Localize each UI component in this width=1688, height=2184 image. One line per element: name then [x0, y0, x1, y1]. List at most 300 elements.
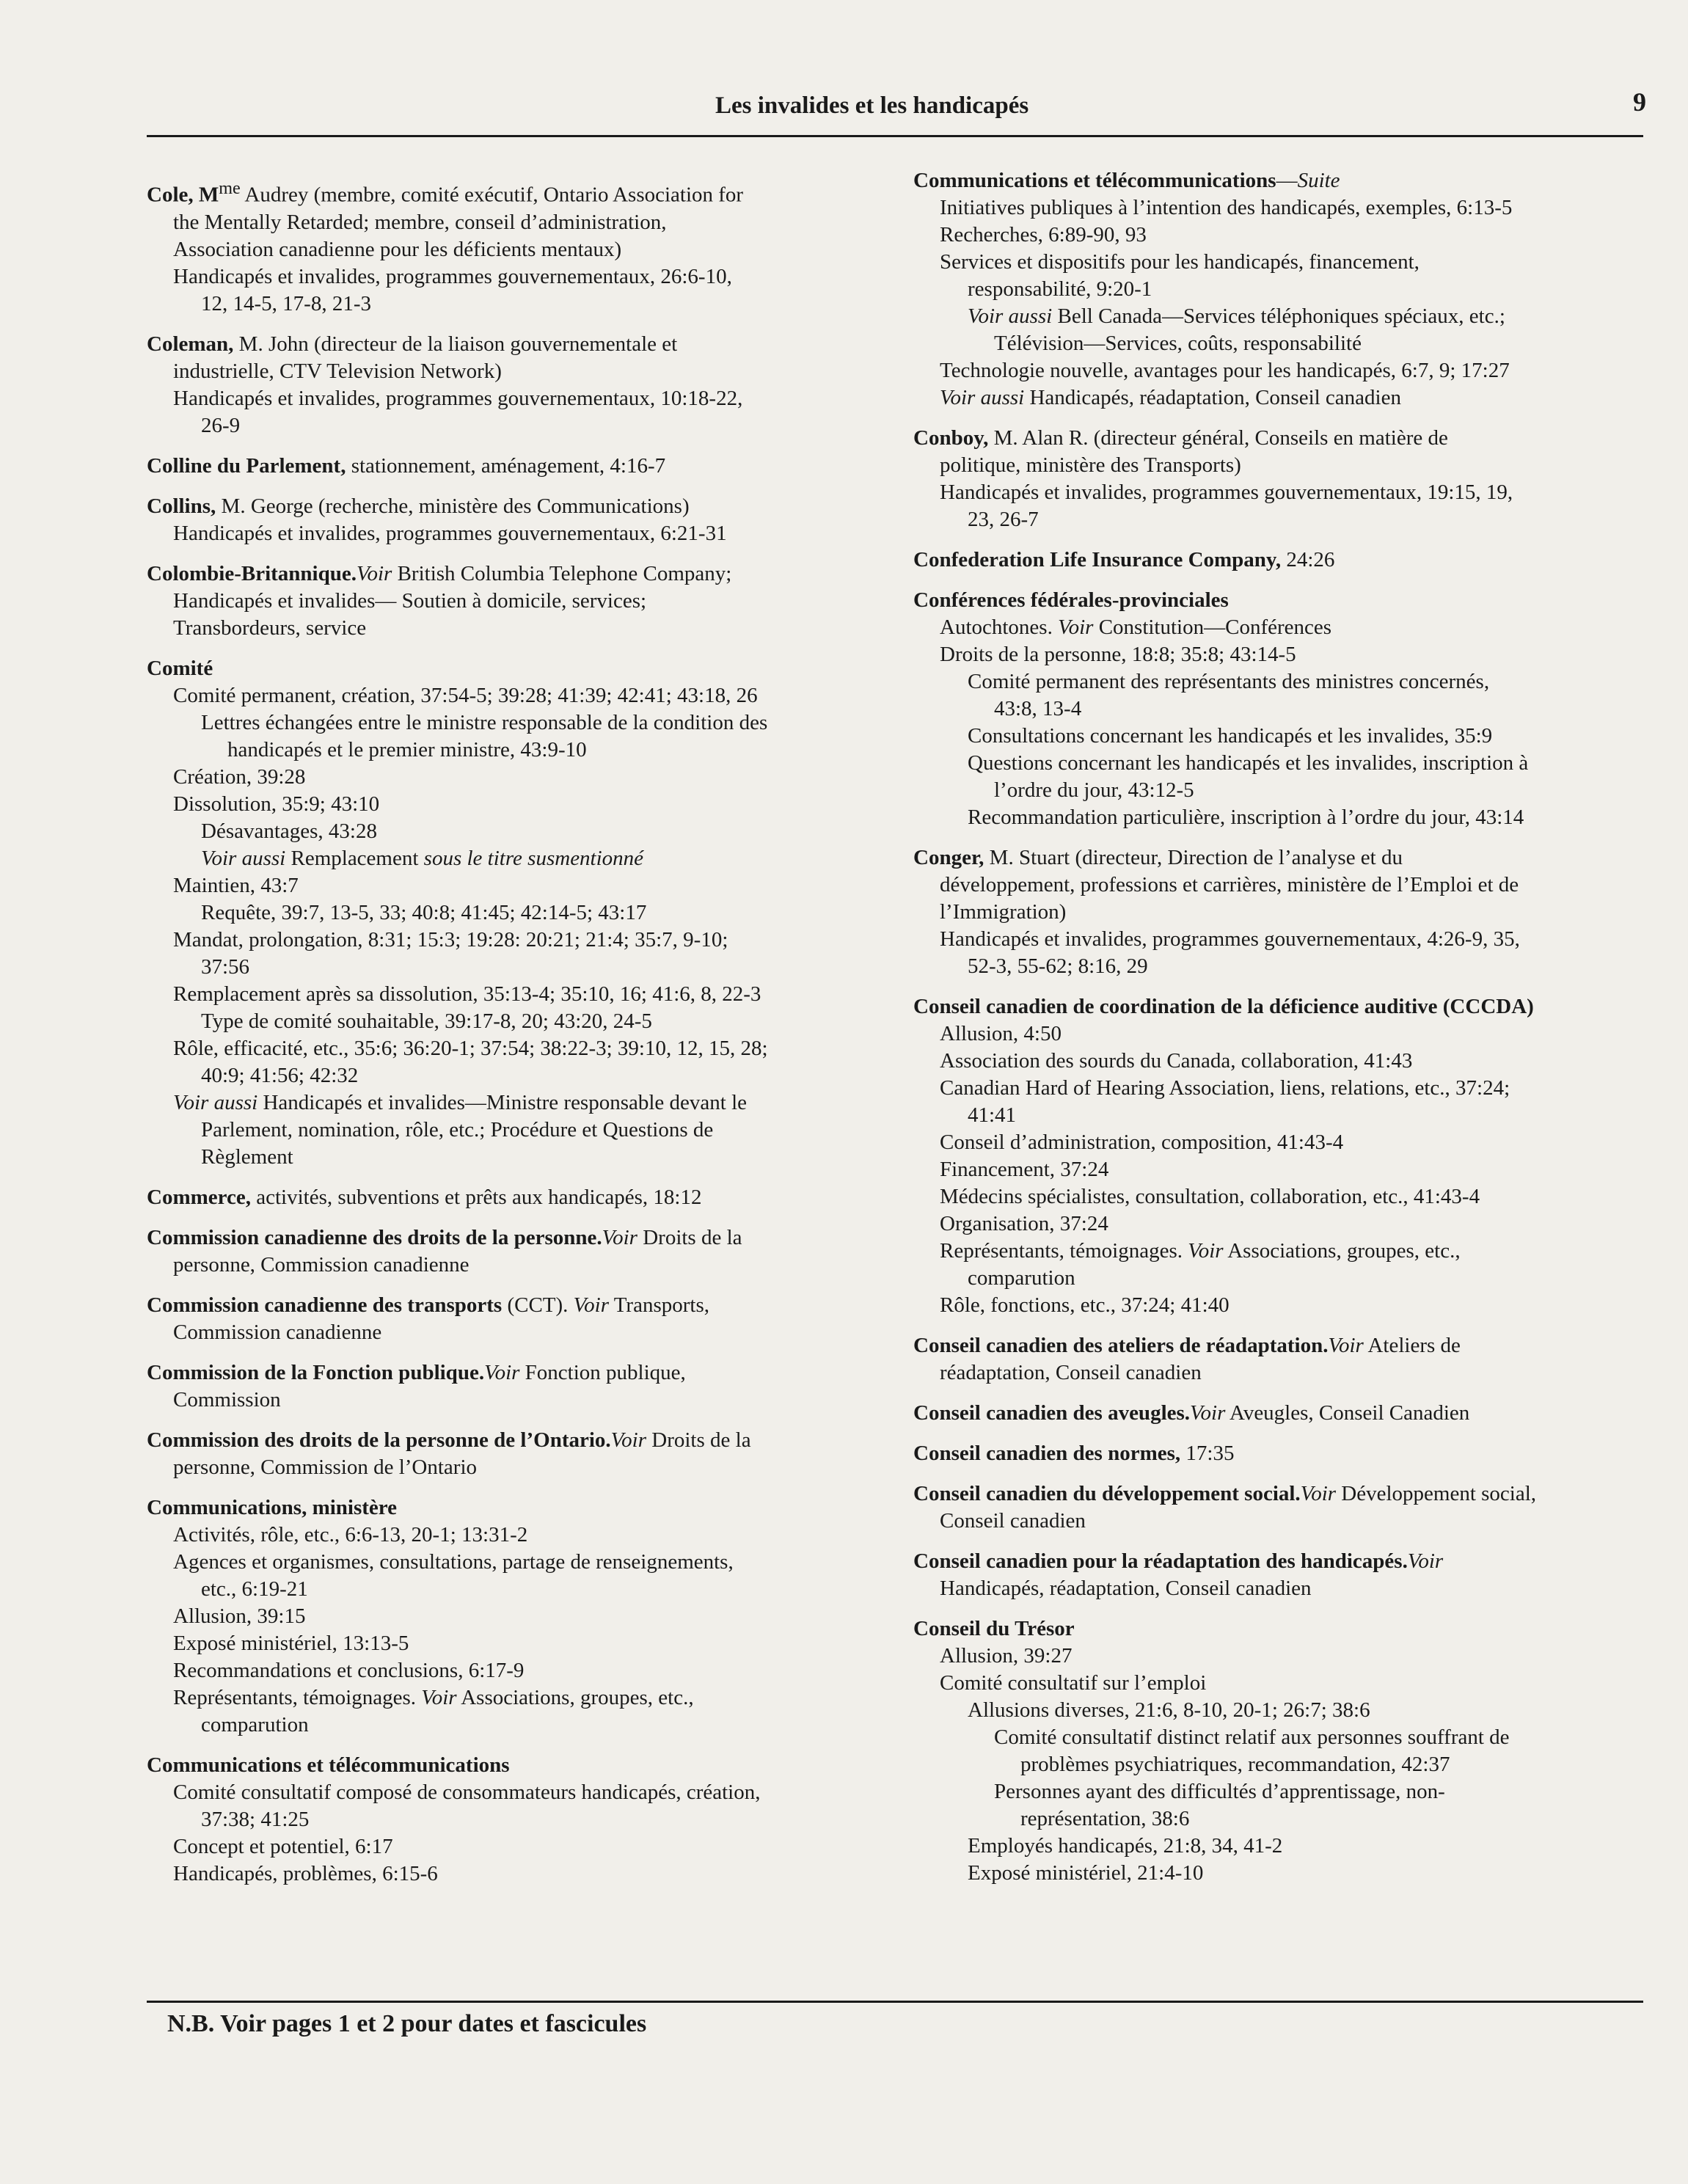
- line-text: Questions concernant les handicapés et les invalides, inscription à: [968, 751, 1529, 775]
- entry-heading: Conboy,: [913, 426, 989, 450]
- index-line: [147, 1549, 910, 1576]
- line-text: Services et dispositifs pour les handicapés, financement,: [940, 250, 1420, 274]
- index-line: [913, 1210, 1669, 1238]
- index-line: [147, 1630, 910, 1657]
- cross-reference-label: Voir: [1328, 1334, 1364, 1357]
- index-line: [913, 1697, 1669, 1724]
- line-text: Comité consultatif sur l’emploi: [940, 1671, 1207, 1695]
- cross-reference-label: Voir: [1188, 1239, 1224, 1263]
- line-text: Transbordeurs, service: [173, 616, 367, 640]
- line-text: the Mentally Retarded; membre, conseil d’administration,: [173, 210, 667, 234]
- cross-reference-label: Voir: [573, 1293, 609, 1317]
- line-text: Organisation, 37:24: [940, 1212, 1108, 1235]
- index-line: [913, 1860, 1669, 1887]
- index-column-right: [913, 167, 1669, 1900]
- index-line: [147, 927, 910, 954]
- index-line: [147, 818, 910, 845]
- line-text: Rôle, efficacité, etc., 35:6; 36:20-1; 37:54; 38:22-3; 39:10, 12, 15, 28;: [173, 1036, 768, 1060]
- line-text: M. John (directeur de la liaison gouvernementale et: [233, 332, 678, 356]
- index-entry: [147, 453, 910, 480]
- index-entry: [147, 560, 910, 642]
- line-text: développement, professions et carrières, ministère de l’Emploi et de: [940, 873, 1519, 896]
- cross-reference-label: Voir aussi: [968, 304, 1053, 328]
- cross-reference-label: Voir: [357, 561, 392, 585]
- index-line: [147, 236, 910, 263]
- index-entry: [913, 1548, 1669, 1602]
- line-text: comparution: [201, 1712, 309, 1736]
- index-line: [913, 1751, 1669, 1778]
- line-text: Handicapés, réadaptation, Conseil canadien: [940, 1577, 1312, 1600]
- line-text: Exposé ministériel, 21:4-10: [968, 1861, 1204, 1885]
- line-text: Droits de la: [646, 1428, 751, 1452]
- index-line: [147, 1454, 910, 1481]
- index-line: [147, 1712, 910, 1739]
- line-text: réadaptation, Conseil canadien: [940, 1361, 1202, 1384]
- line-text: Médecins spécialistes, consultation, collaboration, etc., 41:43-4: [940, 1185, 1480, 1208]
- line-text: Constitution—Conférences: [1093, 616, 1332, 639]
- index-line: [147, 493, 910, 520]
- index-line: [147, 791, 910, 818]
- index-line: [147, 263, 910, 291]
- line-text: Handicapés, problèmes, 6:15-6: [173, 1861, 438, 1885]
- line-text: M. Alan R. (directeur général, Conseils en matière de: [988, 426, 1448, 450]
- index-line: [913, 384, 1669, 412]
- index-line: [913, 668, 1669, 695]
- page-title: Les invalides et les handicapés: [715, 92, 1029, 119]
- index-line: [913, 1183, 1669, 1210]
- index-line: [913, 587, 1669, 614]
- line-text: Création, 39:28: [173, 764, 306, 789]
- index-line: [147, 588, 910, 615]
- line-text: politique, ministère des Transports): [940, 453, 1241, 477]
- index-entry: [147, 493, 910, 547]
- line-text: Associations, groupes, etc.,: [1223, 1239, 1461, 1263]
- line-text: 17:35: [1180, 1442, 1235, 1465]
- line-text: Handicapés et invalides—Ministre responsable devant le: [257, 1090, 748, 1114]
- index-line: [913, 1238, 1669, 1265]
- index-entry: [913, 1615, 1669, 1887]
- index-line: [913, 872, 1669, 899]
- line-text: Transports,: [609, 1293, 709, 1317]
- line-text: Association canadienne pour les déficients mentaux): [173, 237, 622, 261]
- index-line: [913, 1048, 1669, 1075]
- index-entry: [147, 1752, 910, 1888]
- index-line: [913, 303, 1669, 330]
- line-text: Comité consultatif composé de consommateurs handicapés, création,: [173, 1780, 761, 1804]
- index-entry: [913, 167, 1669, 412]
- line-text: 23, 26-7: [968, 508, 1039, 531]
- index-line: [913, 1102, 1669, 1129]
- line-text: Allusion, 4:50: [940, 1022, 1062, 1045]
- index-line: [913, 357, 1669, 384]
- index-line: [913, 547, 1669, 574]
- index-line: [913, 1778, 1669, 1805]
- index-line: [147, 1603, 910, 1630]
- index-line: [913, 1643, 1669, 1670]
- line-text: Droits de la personne, 18:8; 35:8; 43:14-5: [940, 643, 1296, 666]
- line-text: Maintien, 43:7: [173, 873, 299, 897]
- line-text: Comité consultatif distinct relatif aux personnes souffrant de: [994, 1725, 1510, 1749]
- line-text: Commission canadienne: [173, 1320, 382, 1344]
- index-entry: [147, 1224, 910, 1279]
- index-line: [913, 1156, 1669, 1183]
- index-line: [913, 1805, 1669, 1833]
- index-line: [913, 777, 1669, 804]
- line-text: 37:38; 41:25: [201, 1807, 310, 1831]
- index-line: [147, 1494, 910, 1522]
- line-text: Technologie nouvelle, avantages pour les handicapés, 6:7, 9; 17:27: [940, 359, 1510, 382]
- line-text: Lettres échangées entre le ministre responsable de la condition des: [201, 710, 768, 734]
- index-line: [913, 1129, 1669, 1156]
- line-text: Employés handicapés, 21:8, 34, 41-2: [968, 1834, 1283, 1858]
- index-line: [913, 1615, 1669, 1643]
- line-text: activités, subventions et prêts aux handicapés, 18:12: [250, 1185, 702, 1209]
- line-text: Financement, 37:24: [940, 1158, 1109, 1181]
- index-line: [147, 1089, 910, 1117]
- page-header: [147, 87, 1646, 137]
- entry-heading: Conseil canadien de coordination de la déficience auditive (CCCDA): [913, 995, 1534, 1018]
- index-line: [913, 750, 1669, 777]
- index-line: [913, 249, 1669, 276]
- line-text: Handicapés et invalides, programmes gouvernementaux, 19:15, 19,: [940, 481, 1513, 504]
- index-line: [913, 1020, 1669, 1048]
- line-text: Bell Canada—Services téléphoniques spéciaux, etc.;: [1052, 304, 1505, 328]
- index-line: [913, 926, 1669, 953]
- line-text: Requête, 39:7, 13-5, 33; 40:8; 41:45; 42:14-5; 43:17: [201, 900, 647, 924]
- entry-heading: Communications et télécommunications: [147, 1753, 510, 1777]
- index-line: [913, 425, 1669, 452]
- line-text: Handicapés et invalides, programmes gouvernementaux, 6:21-31: [173, 521, 727, 545]
- cross-reference-label: Voir: [1058, 616, 1094, 639]
- index-entry: [147, 1427, 910, 1481]
- index-line: [147, 1252, 910, 1279]
- line-text: Recommandation particulière, inscription à l’ordre du jour, 43:14: [968, 806, 1524, 829]
- index-line: [147, 1657, 910, 1684]
- line-text: Handicapés et invalides, programmes gouvernementaux, 10:18-22,: [173, 386, 743, 410]
- line-text: industrielle, CTV Television Network): [173, 359, 502, 383]
- index-line: [913, 614, 1669, 641]
- cross-reference-label: Voir aussi: [173, 1090, 258, 1114]
- index-line: [913, 641, 1669, 668]
- line-text: M. Stuart (directeur, Direction de l’analyse et du: [984, 846, 1403, 869]
- line-text: Règlement: [201, 1144, 293, 1169]
- line-text: Personnes ayant des difficultés d’apprentissage, non-: [994, 1780, 1445, 1803]
- index-line: [147, 764, 910, 791]
- index-entry: [147, 1184, 910, 1211]
- line-text: 12, 14-5, 17-8, 21-3: [201, 291, 371, 315]
- index-line: [147, 1359, 910, 1387]
- index-line: [147, 412, 910, 439]
- index-entry: [913, 547, 1669, 574]
- index-line: [147, 331, 910, 358]
- line-text: Télévision—Services, coûts, responsabilité: [994, 332, 1362, 355]
- line-text: Handicapés et invalides— Soutien à domicile, services;: [173, 588, 647, 613]
- line-text: Fonction publique,: [519, 1360, 686, 1384]
- entry-heading: Conseil du Trésor: [913, 1617, 1075, 1640]
- index-line: [913, 1400, 1669, 1427]
- index-line: [913, 330, 1669, 357]
- index-entry: [913, 1440, 1669, 1467]
- index-entry: [913, 993, 1669, 1319]
- index-line: [147, 1117, 910, 1144]
- cross-reference-label: Voir: [421, 1685, 457, 1709]
- index-line: [147, 1860, 910, 1888]
- index-line: [913, 222, 1669, 249]
- index-entry: [913, 1400, 1669, 1427]
- index-line: [147, 1224, 910, 1252]
- index-line: [147, 1779, 910, 1806]
- line-text: Allusion, 39:27: [940, 1644, 1073, 1668]
- index-line: [913, 452, 1669, 479]
- line-text: personne, Commission de l’Ontario: [173, 1455, 478, 1479]
- index-entry: [913, 844, 1669, 980]
- index-entry: [913, 425, 1669, 533]
- index-line: [147, 709, 910, 737]
- line-text: Agences et organismes, consultations, partage de renseignements,: [173, 1549, 734, 1574]
- index-line: [913, 167, 1669, 194]
- line-text: (CCT).: [502, 1293, 574, 1317]
- entry-heading: Collins,: [147, 494, 216, 518]
- line-text: Aveugles, Conseil Canadien: [1225, 1401, 1470, 1425]
- index-line: [913, 1440, 1669, 1467]
- index-line: [147, 1184, 910, 1211]
- entry-heading: Colline du Parlement,: [147, 453, 346, 478]
- line-text: personne, Commission canadienne: [173, 1252, 470, 1277]
- index-line: [913, 276, 1669, 303]
- entry-heading: Commission canadienne des droits de la personne.: [147, 1225, 602, 1249]
- line-text: Comité permanent, création, 37:54-5; 39:28; 41:39; 42:41; 43:18, 26: [173, 683, 758, 707]
- index-line: [147, 682, 910, 709]
- line-text: Recommandations et conclusions, 6:17-9: [173, 1658, 525, 1682]
- index-line: [147, 899, 910, 927]
- line-text: Remplacement après sa dissolution, 35:13-4; 35:10, 16; 41:6, 8, 22-3: [173, 982, 761, 1006]
- index-line: [913, 844, 1669, 872]
- cross-reference-label: Voir aussi: [940, 386, 1025, 409]
- cross-reference-label: Voir aussi: [201, 846, 286, 870]
- index-entry: [147, 1359, 910, 1414]
- index-line: [147, 655, 910, 682]
- line-text: 43:8, 13-4: [994, 697, 1082, 720]
- entry-heading: Cole, M: [147, 183, 219, 207]
- line-text: Consultations concernant les handicapés et les invalides, 35:9: [968, 724, 1493, 748]
- entry-heading: Conseil canadien du développement social.: [913, 1482, 1301, 1505]
- footer-divider: [147, 2001, 1643, 2003]
- index-line: [913, 506, 1669, 533]
- cross-reference-label: Voir: [1190, 1401, 1226, 1425]
- index-line: [147, 845, 910, 872]
- entry-heading: Commerce,: [147, 1185, 251, 1209]
- line-text: Activités, rôle, etc., 6:6-13, 20-1; 13:31-2: [173, 1522, 528, 1546]
- index-line: [147, 520, 910, 547]
- index-line: [147, 1806, 910, 1833]
- index-line: [913, 1548, 1669, 1575]
- entry-heading: Conseil canadien des aveugles.: [913, 1401, 1191, 1425]
- entry-heading: Communications et télécommunications: [913, 169, 1276, 192]
- index-line: [147, 1522, 910, 1549]
- index-line: [147, 1035, 910, 1062]
- line-text: Conseil d’administration, composition, 41:43-4: [940, 1131, 1344, 1154]
- heading-superscript: me: [219, 178, 241, 198]
- entry-heading: Colombie-Britannique.: [147, 561, 357, 585]
- entry-heading: Conférences fédérales-provinciales: [913, 588, 1229, 612]
- cross-reference-label: Voir: [1407, 1549, 1444, 1573]
- entry-heading: Conseil canadien des normes,: [913, 1442, 1181, 1465]
- line-text: British Columbia Telephone Company;: [392, 561, 732, 585]
- entry-heading: Commission de la Fonction publique.: [147, 1360, 485, 1384]
- line-text: Allusions diverses, 21:6, 8-10, 20-1; 26:7; 38:6: [968, 1698, 1370, 1722]
- line-text: Comité permanent des représentants des ministres concernés,: [968, 670, 1490, 693]
- index-line: [147, 737, 910, 764]
- line-text: 37:56: [201, 954, 250, 979]
- entry-heading: Conseil canadien des ateliers de réadaptation.: [913, 1334, 1329, 1357]
- index-line: [147, 1062, 910, 1089]
- footer-note: N.B. Voir pages 1 et 2 pour dates et fascicules: [167, 2010, 647, 2037]
- index-line: [913, 1724, 1669, 1751]
- entry-heading: Confederation Life Insurance Company,: [913, 548, 1282, 571]
- line-text: M. George (recherche, ministère des Communications): [216, 494, 690, 518]
- index-line: [147, 175, 910, 209]
- line-text: Dissolution, 35:9; 43:10: [173, 792, 380, 816]
- entry-heading: Conger,: [913, 846, 984, 869]
- index-line: [147, 1319, 910, 1346]
- line-text: Allusion, 39:15: [173, 1604, 306, 1628]
- line-text: Handicapés et invalides, programmes gouvernementaux, 4:26-9, 35,: [940, 927, 1520, 951]
- index-line: [913, 899, 1669, 926]
- cross-reference-label: Voir: [1300, 1482, 1337, 1505]
- index-line: [913, 1670, 1669, 1697]
- index-line: [147, 1292, 910, 1319]
- entry-heading: Commission des droits de la personne de l’Ontario.: [147, 1428, 611, 1452]
- index-column-left: [147, 175, 910, 1901]
- line-text: comparution: [968, 1266, 1075, 1290]
- line-text: handicapés et le premier ministre, 43:9-10: [227, 737, 587, 762]
- index-line: [147, 1387, 910, 1414]
- index-line: [147, 1684, 910, 1712]
- line-text: Développement social,: [1336, 1482, 1537, 1505]
- index-line: [913, 1075, 1669, 1102]
- index-line: [147, 209, 910, 236]
- entry-heading: Comité: [147, 656, 213, 680]
- line-text: Commission: [173, 1387, 281, 1411]
- index-line: [913, 1359, 1669, 1387]
- index-entry: [147, 1494, 910, 1739]
- index-line: [147, 291, 910, 318]
- cross-reference-label: Voir: [602, 1225, 637, 1249]
- index-line: [147, 385, 910, 412]
- cross-reference-label: Voir: [484, 1360, 520, 1384]
- line-text: etc., 6:19-21: [201, 1577, 308, 1601]
- line-text: Représentants, témoignages.: [173, 1685, 422, 1709]
- index-line: [913, 1332, 1669, 1359]
- index-line: [913, 1265, 1669, 1292]
- index-line: [147, 872, 910, 899]
- line-text: Type de comité souhaitable, 39:17-8, 20; 43:20, 24-5: [201, 1009, 652, 1033]
- index-line: [147, 1752, 910, 1779]
- index-line: [913, 1833, 1669, 1860]
- line-text: 40:9; 41:56; 42:32: [201, 1063, 359, 1087]
- line-text: problèmes psychiatriques, recommandation, 42:37: [1020, 1753, 1450, 1776]
- index-entry: [913, 1332, 1669, 1387]
- index-line: [147, 1144, 910, 1171]
- index-entry: [913, 587, 1669, 831]
- index-line: [147, 1427, 910, 1454]
- line-text: 41:41: [968, 1103, 1017, 1127]
- line-text: Audrey (membre, comité exécutif, Ontario Association for: [240, 183, 744, 207]
- index-line: [147, 1008, 910, 1035]
- line-text: 52-3, 55-62; 8:16, 29: [968, 954, 1148, 978]
- italic-note: Suite: [1297, 169, 1340, 192]
- line-text: Remplacement: [285, 846, 424, 870]
- index-line: [913, 1508, 1669, 1535]
- line-text: Canadian Hard of Hearing Association, liens, relations, etc., 37:24;: [940, 1076, 1510, 1100]
- line-text: Parlement, nomination, rôle, etc.; Procédure et Questions de: [201, 1117, 714, 1142]
- line-text: Droits de la: [637, 1225, 742, 1249]
- index-line: [147, 1833, 910, 1860]
- line-text: Autochtones.: [940, 616, 1059, 639]
- line-text: l’ordre du jour, 43:12-5: [994, 778, 1194, 802]
- line-text: Initiatives publiques à l’intention des handicapés, exemples, 6:13-5: [940, 196, 1513, 219]
- index-line: [913, 194, 1669, 222]
- index-line: [147, 1576, 910, 1603]
- line-text: Associations, groupes, etc.,: [456, 1685, 694, 1709]
- line-text: représentation, 38:6: [1020, 1807, 1190, 1830]
- index-line: [147, 560, 910, 588]
- line-text: Ateliers de: [1363, 1334, 1461, 1357]
- line-text: Association des sourds du Canada, collaboration, 41:43: [940, 1049, 1413, 1073]
- line-text: Concept et potentiel, 6:17: [173, 1834, 393, 1858]
- line-text: Désavantages, 43:28: [201, 819, 377, 843]
- index-line: [147, 358, 910, 385]
- index-entry: [147, 175, 910, 318]
- index-line: [913, 723, 1669, 750]
- line-text: responsabilité, 9:20-1: [968, 277, 1152, 301]
- entry-heading: Commission canadienne des transports: [147, 1293, 503, 1317]
- line-text: Conseil canadien: [940, 1509, 1086, 1533]
- index-line: [147, 453, 910, 480]
- line-text: Exposé ministériel, 13:13-5: [173, 1631, 409, 1655]
- index-line: [913, 695, 1669, 723]
- page-number: 9: [1633, 87, 1646, 117]
- index-line: [913, 953, 1669, 980]
- line-text: 26-9: [201, 413, 241, 437]
- cross-reference-label: Voir: [610, 1428, 647, 1452]
- index-line: [913, 1292, 1669, 1319]
- index-line: [913, 804, 1669, 831]
- index-line: [913, 1480, 1669, 1508]
- entry-heading: Conseil canadien pour la réadaptation des handicapés.: [913, 1549, 1408, 1573]
- index-line: [913, 479, 1669, 506]
- index-line: [147, 954, 910, 981]
- entry-heading: Communications, ministère: [147, 1495, 398, 1519]
- line-text: Handicapés, réadaptation, Conseil canadien: [1024, 386, 1401, 409]
- index-entry: [913, 1480, 1669, 1535]
- line-text: —: [1276, 169, 1298, 192]
- line-text: Représentants, témoignages.: [940, 1239, 1188, 1263]
- line-text: Handicapés et invalides, programmes gouvernementaux, 26:6-10,: [173, 264, 732, 288]
- line-text: Rôle, fonctions, etc., 37:24; 41:40: [940, 1293, 1230, 1317]
- index-entry: [147, 331, 910, 439]
- index-entry: [147, 655, 910, 1171]
- index-line: [147, 615, 910, 642]
- index-line: [913, 1575, 1669, 1602]
- italic-note: sous le titre susmentionné: [423, 846, 644, 870]
- index-line: [913, 993, 1669, 1020]
- index-line: [147, 981, 910, 1008]
- line-text: Recherches, 6:89-90, 93: [940, 223, 1147, 246]
- line-text: stationnement, aménagement, 4:16-7: [346, 453, 666, 478]
- entry-heading: Coleman,: [147, 332, 234, 356]
- index-entry: [147, 1292, 910, 1346]
